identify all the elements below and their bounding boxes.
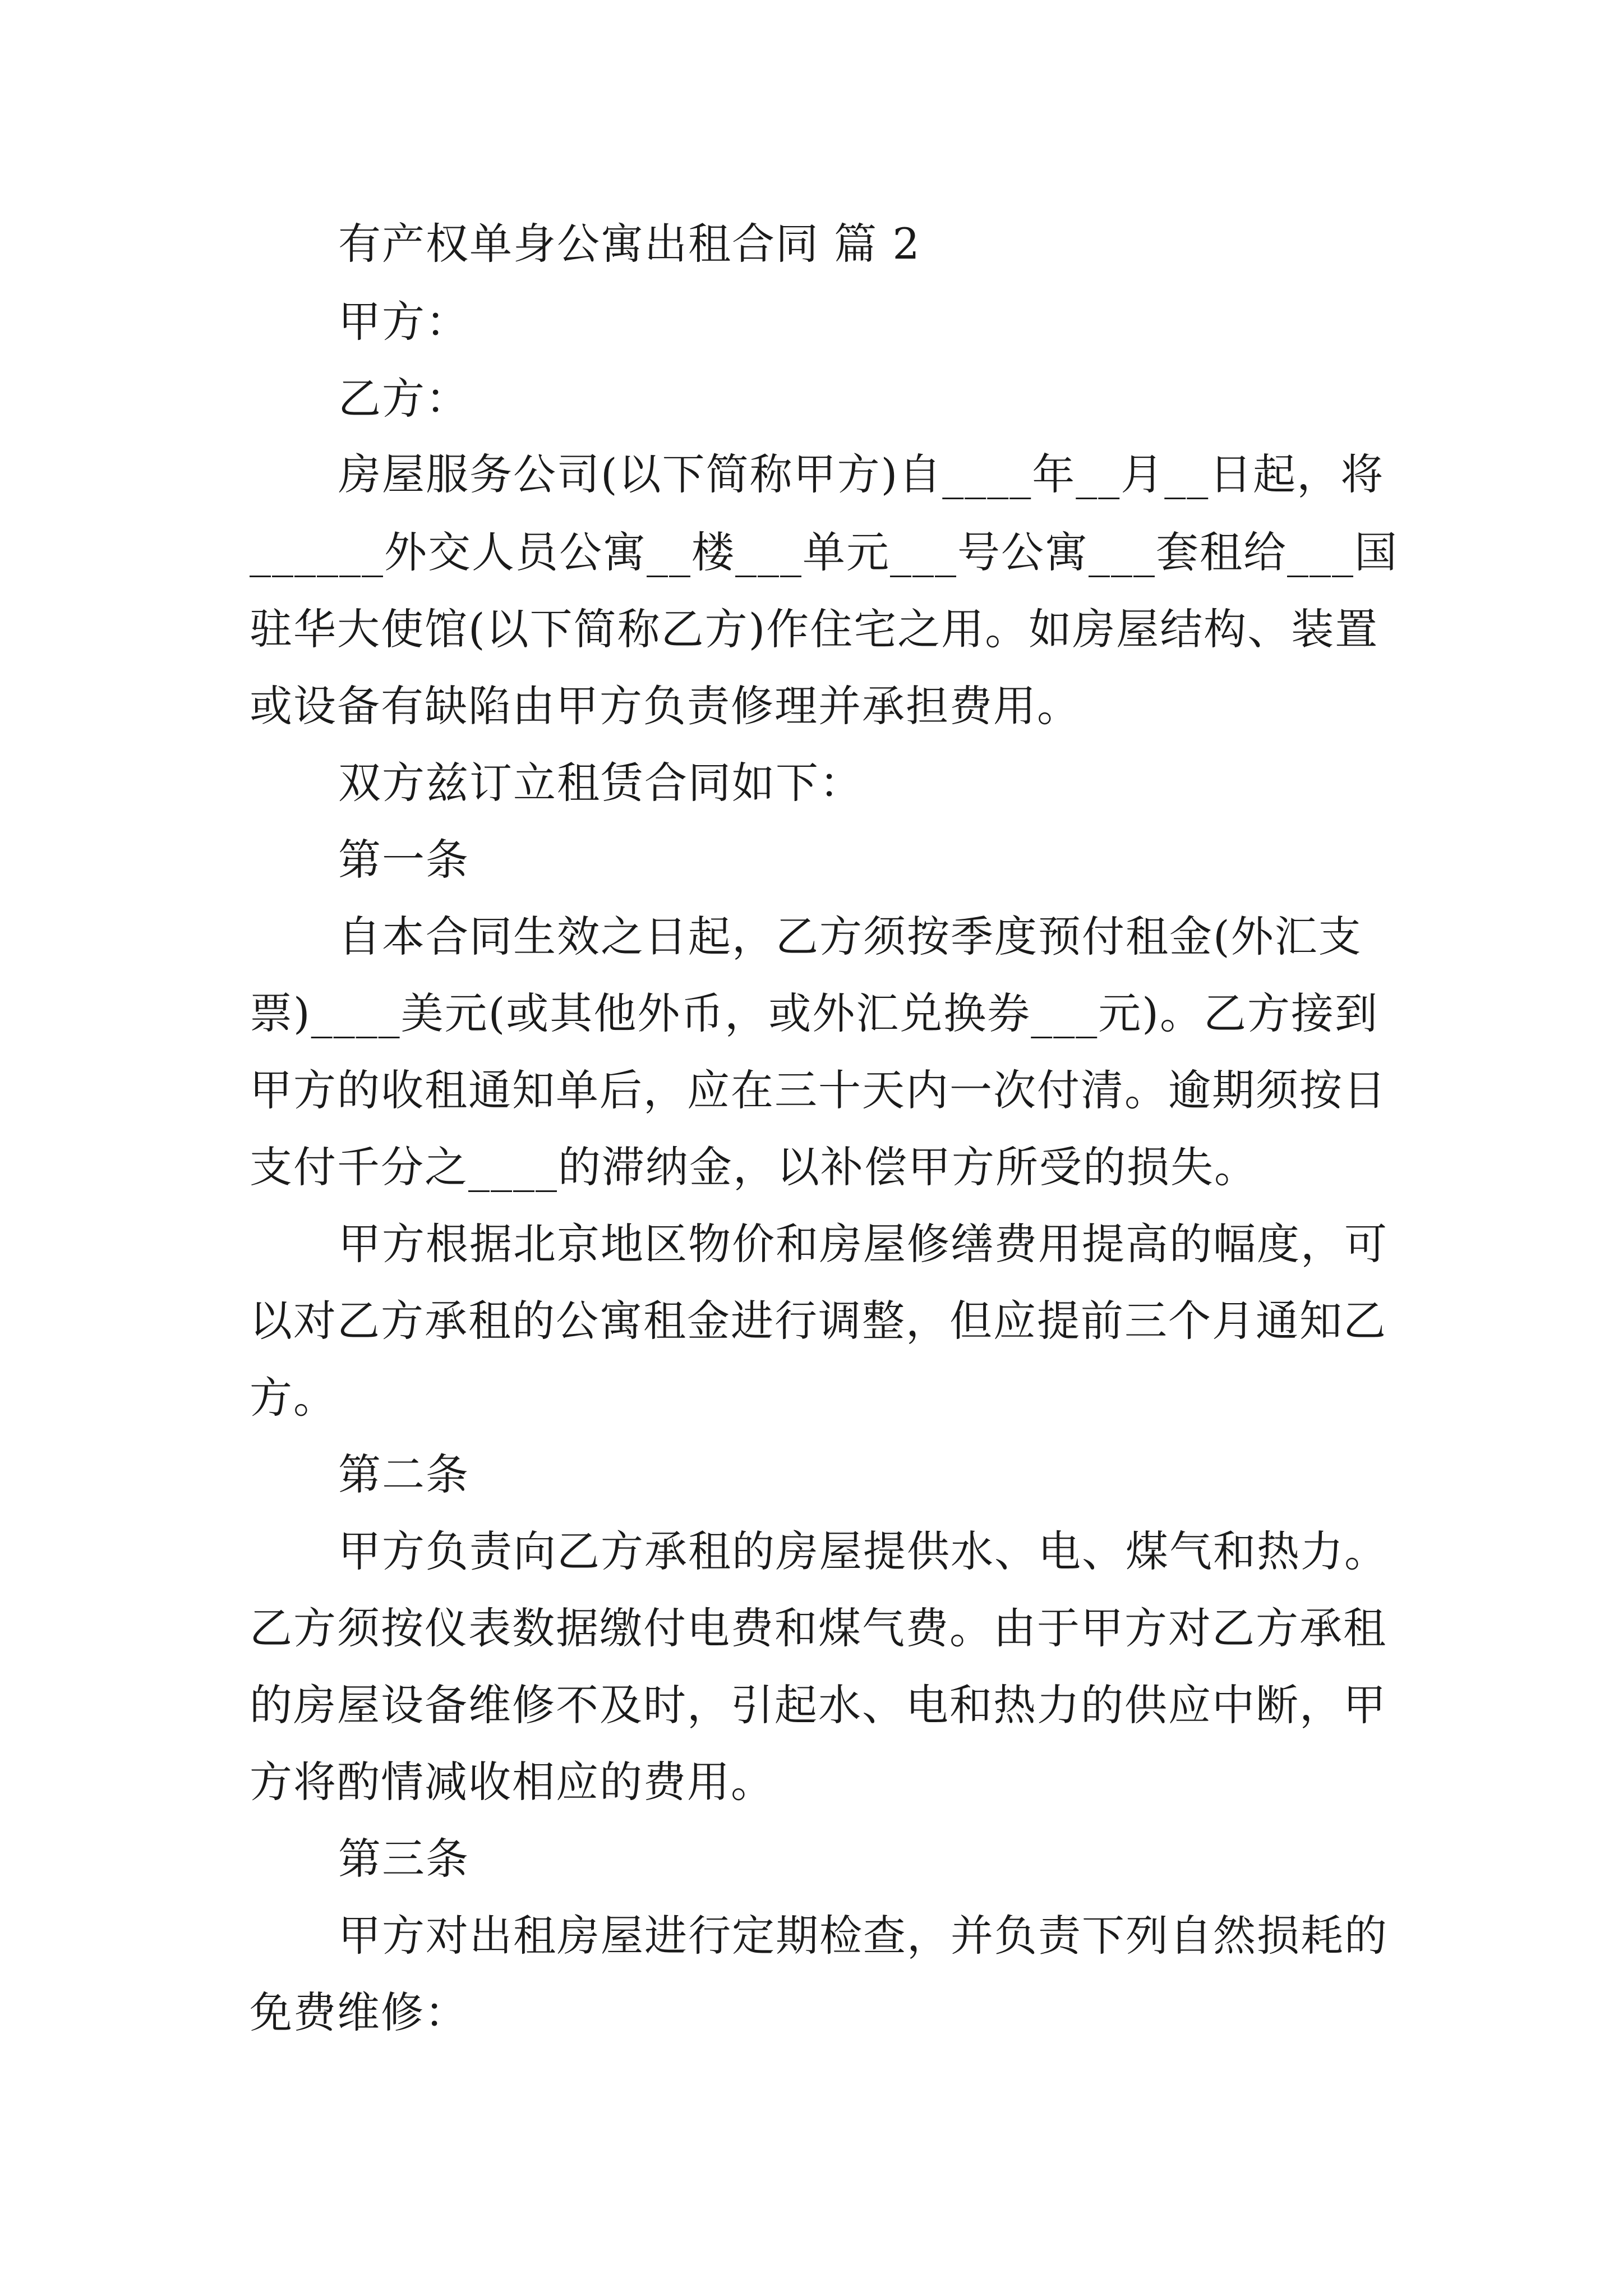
- paragraph-line: 以对乙方承租的公寓租金进行调整，但应提前三个月通知乙: [250, 1296, 1387, 1346]
- paragraph-line: 双方兹订立租赁合同如下：: [338, 758, 863, 808]
- paragraph-line: 房屋服务公司(以下简称甲方)自____年__月__日起，将: [338, 449, 1385, 499]
- article-heading: 第二条: [338, 1450, 469, 1499]
- party-a-label: 甲方：: [338, 297, 469, 347]
- paragraph-line: 甲方根据北京地区物价和房屋修缮费用提高的幅度，可: [338, 1219, 1388, 1269]
- contract-title: 有产权单身公寓出租合同 篇 2: [338, 219, 921, 269]
- paragraph-line: 免费维修：: [250, 1987, 468, 2037]
- paragraph-line: 或设备有缺陷由甲方负责修理并承担费用。: [250, 681, 1081, 731]
- paragraph-line: 自本合同生效之日起，乙方须按季度预付租金(外汇支: [338, 912, 1362, 961]
- article-heading: 第一条: [338, 835, 469, 885]
- paragraph-line: 支付千分之____的滞纳金，以补偿甲方所受的损失。: [250, 1142, 1258, 1192]
- paragraph-line: 驻华大使馆(以下简称乙方)作住宅之用。如房屋结构、装置: [250, 604, 1379, 654]
- paragraph-line: 方将酌情减收相应的费用。: [250, 1757, 774, 1807]
- paragraph-line: ______外交人员公寓__楼___单元___号公寓___套租给___国: [250, 527, 1398, 577]
- paragraph-line: 票)____美元(或其他外币，或外汇兑换券___元)。乙方接到: [250, 988, 1378, 1038]
- paragraph-line: 甲方对出租房屋进行定期检查，并负责下列自然损耗的: [338, 1911, 1388, 1961]
- paragraph-line: 的房屋设备维修不及时，引起水、电和热力的供应中断，甲: [250, 1680, 1387, 1730]
- article-heading: 第三条: [338, 1834, 469, 1884]
- paragraph-line: 方。: [250, 1373, 337, 1423]
- paragraph-line: 甲方的收租通知单后，应在三十天内一次付清。逾期须按日: [250, 1065, 1387, 1115]
- paragraph-line: 甲方负责向乙方承租的房屋提供水、电、煤气和热力。: [338, 1526, 1388, 1576]
- party-b-label: 乙方：: [338, 374, 469, 424]
- paragraph-line: 乙方须按仪表数据缴付电费和煤气费。由于甲方对乙方承租: [250, 1603, 1387, 1653]
